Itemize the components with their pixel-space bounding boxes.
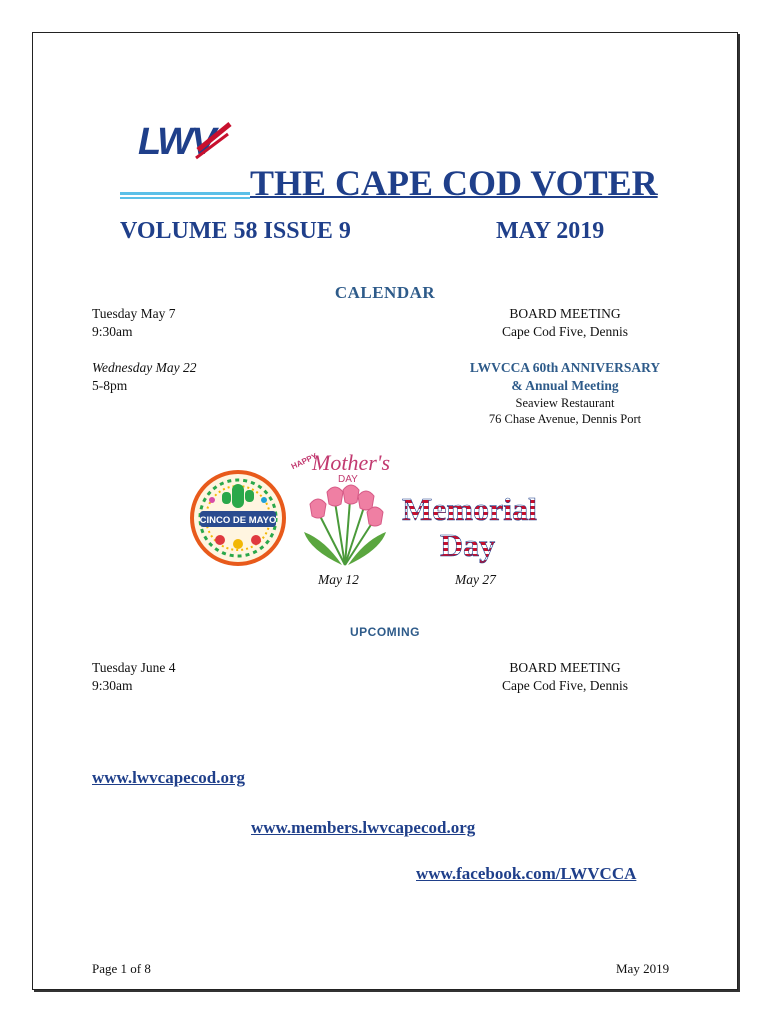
event-2-day: Wednesday May 22 [92, 360, 197, 375]
volume-issue: VOLUME 58 ISSUE 9 [120, 218, 351, 244]
page-number: Page 1 of 8 [92, 961, 151, 976]
upcoming-event-title: BOARD MEETING [509, 660, 621, 675]
facebook-link[interactable]: www.facebook.com/LWVCCA [416, 864, 637, 883]
event-1-location: Cape Cod Five, Dennis [502, 324, 628, 339]
upcoming-event-time: 9:30am [92, 678, 133, 693]
event-2-subtitle: & Annual Meeting [511, 378, 619, 393]
cinco-de-mayo-badge [190, 470, 286, 566]
memorial-line-2: Day [440, 527, 496, 563]
event-1-day: Tuesday May 7 [92, 306, 176, 321]
footer-date: May 2019 [616, 961, 670, 976]
lwv-logo [136, 114, 232, 170]
website-link[interactable]: www.lwvcapecod.org [92, 768, 245, 787]
upcoming-event-day: Tuesday June 4 [92, 660, 176, 675]
memorial-line-1: Memorial [402, 491, 538, 527]
lwv-logo-text: LWV [138, 121, 215, 163]
upcoming-event-location: Cape Cod Five, Dennis [502, 678, 628, 693]
newsletter-title: THE CAPE COD VOTER [250, 163, 658, 203]
event-1-title: BOARD MEETING [509, 306, 621, 321]
mothers-day-date: May 12 [318, 572, 359, 587]
cinco-label: CINCO DE MAYO [199, 515, 277, 526]
members-link[interactable]: www.members.lwvcapecod.org [251, 818, 476, 837]
memorial-day-date: May 27 [455, 572, 496, 587]
event-2-title: LWVCCA 60th ANNIVERSARY [469, 360, 661, 375]
title-underline-decoration [120, 192, 250, 202]
issue-date: MAY 2019 [496, 218, 605, 244]
calendar-heading: CALENDAR [334, 283, 436, 302]
mothers-happy: HAPPY [290, 451, 319, 472]
memorial-day-graphic [400, 488, 540, 566]
mothers-word: Mother's [312, 450, 391, 475]
mothers-day-graphic [290, 440, 400, 570]
event-2-address: 76 Chase Avenue, Dennis Port [488, 412, 642, 426]
upcoming-heading: UPCOMING [350, 625, 420, 639]
event-1-time: 9:30am [92, 324, 133, 339]
event-2-venue: Seaview Restaurant [515, 396, 615, 410]
mothers-day-word: DAY [338, 474, 358, 485]
event-2-time: 5-8pm [92, 378, 128, 393]
